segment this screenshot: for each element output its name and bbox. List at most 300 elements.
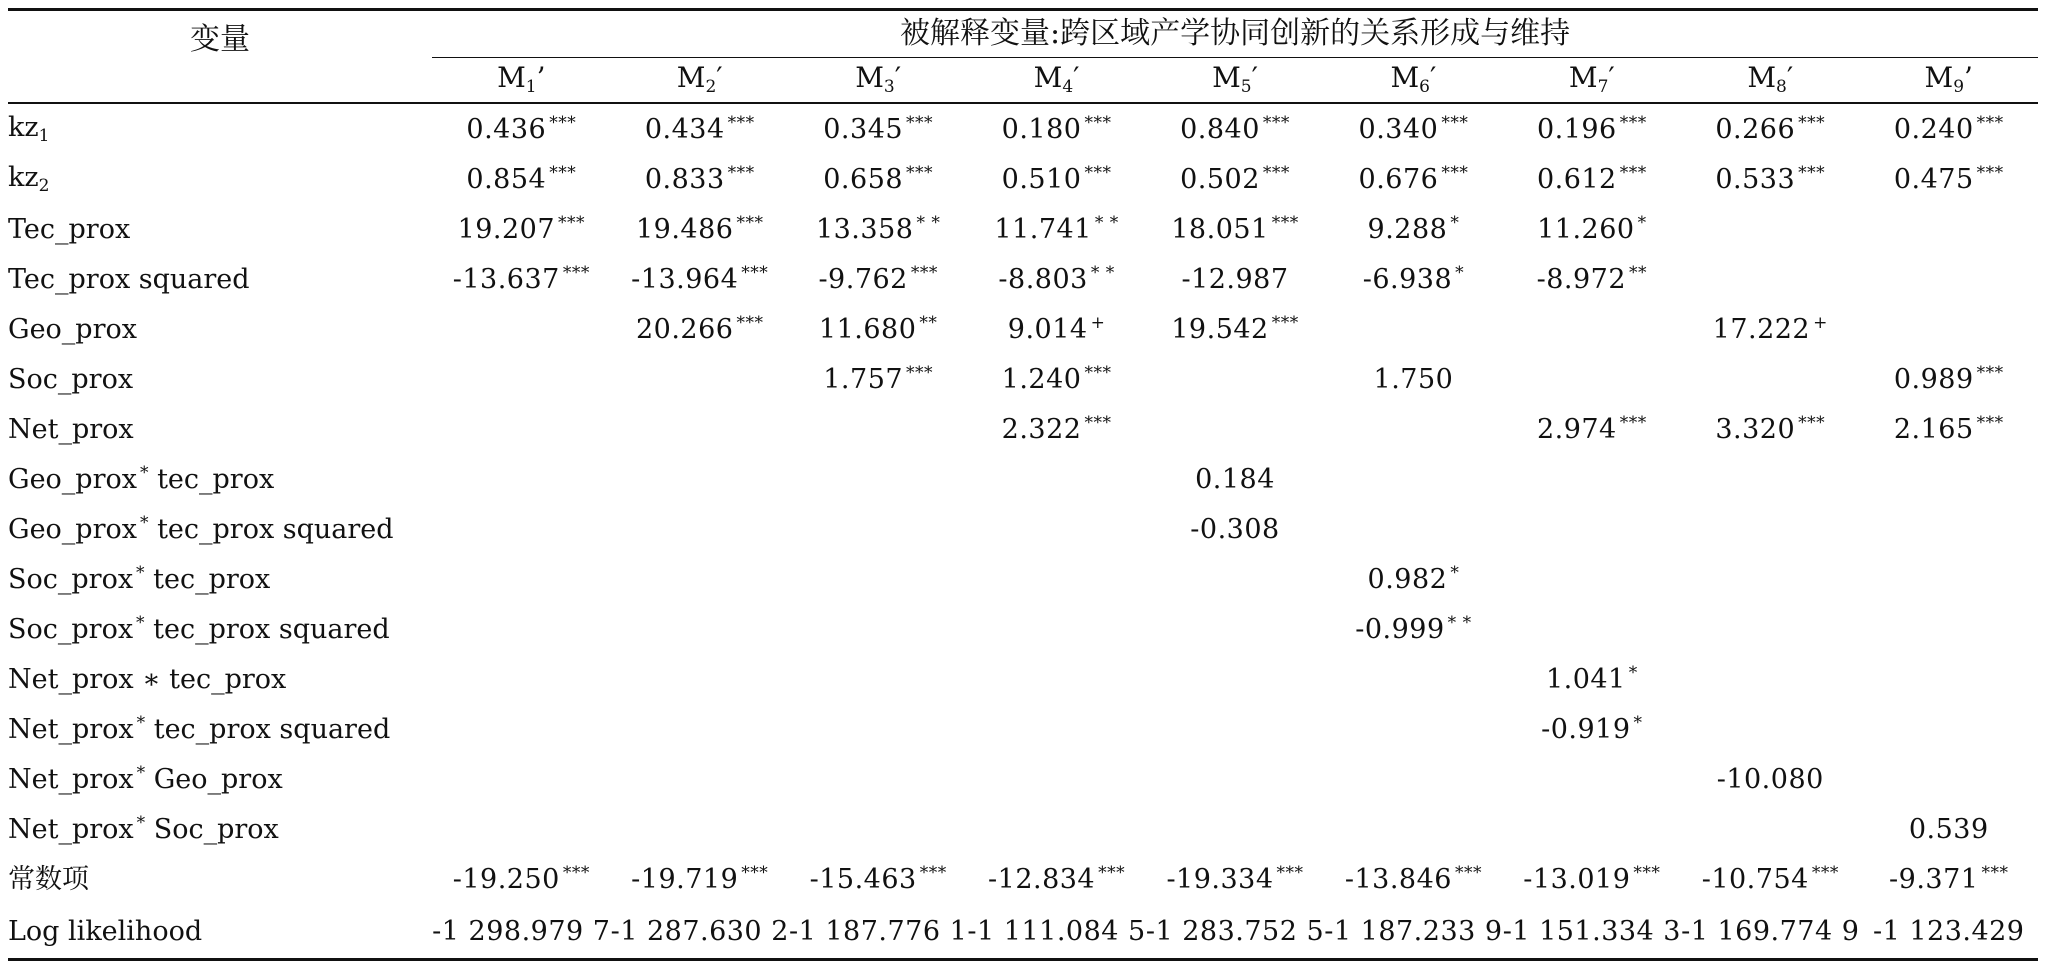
coef-value: -19.250 xyxy=(452,864,560,895)
coef-cell xyxy=(1146,204,1324,254)
coef-value: 0.539 xyxy=(1908,813,1989,845)
significance-mark: ** xyxy=(919,313,938,333)
significance-mark: *** xyxy=(562,863,590,883)
significance-mark: *** xyxy=(1084,113,1112,133)
coef-cell xyxy=(1859,204,2038,254)
coef-value: 0.533 xyxy=(1715,164,1796,195)
model-base: M xyxy=(855,61,884,94)
row-label-text: Tec_prox xyxy=(8,213,131,245)
model-prime-mark: ′ xyxy=(1608,61,1615,94)
coef-value: 0.658 xyxy=(823,164,904,195)
significance-mark: *** xyxy=(1454,863,1482,883)
row-label xyxy=(8,354,432,404)
coef-cell xyxy=(611,454,789,504)
coef-cell xyxy=(432,354,610,404)
model-prime-mark: ′ xyxy=(716,61,723,94)
row-label-tail: tec_prox squared xyxy=(148,514,394,545)
significance-mark: * xyxy=(1637,213,1647,233)
model-base: M xyxy=(1568,61,1598,94)
row-label xyxy=(8,404,432,454)
table-row xyxy=(8,804,2038,854)
coef-cell xyxy=(1324,904,1502,960)
model-base: M xyxy=(676,61,706,94)
coef-value: -1 151.334 3 xyxy=(1502,915,1681,947)
coef-value: 20.266 xyxy=(635,314,734,345)
model-prime-mark: ’ xyxy=(1964,61,1973,94)
significance-mark: *** xyxy=(1633,863,1661,883)
row-label xyxy=(8,654,432,704)
row-label-text: Soc_prox xyxy=(8,363,134,395)
coef-value: -13.846 xyxy=(1344,864,1452,895)
coef-cell xyxy=(1503,404,1681,454)
coef-cell xyxy=(967,904,1145,960)
model-base: M xyxy=(1212,61,1241,94)
model-prime-mark: ′ xyxy=(1073,61,1080,94)
coef-value: -1 111.084 5 xyxy=(967,915,1146,947)
coef-cell xyxy=(1859,904,2038,960)
coef-cell xyxy=(789,404,967,454)
significance-mark: *** xyxy=(1619,113,1647,133)
coef-cell xyxy=(1324,404,1502,454)
coef-value: 13.358 xyxy=(815,214,914,245)
coef-value: 0.434 xyxy=(644,114,725,145)
coef-cell xyxy=(1681,354,1859,404)
coef-value: -1 298.979 7 xyxy=(432,915,611,947)
coef-value: -9.762 xyxy=(818,264,908,295)
coef-cell xyxy=(789,254,967,304)
coef-cell xyxy=(967,604,1145,654)
model-prime-mark: ′ xyxy=(1429,61,1437,94)
coef-cell xyxy=(1146,454,1324,504)
row-label-text: Soc_prox xyxy=(8,614,134,645)
coef-value: -6.938 xyxy=(1362,264,1453,295)
coef-cell xyxy=(611,704,789,754)
coef-value: 0.854 xyxy=(466,164,547,195)
coef-cell xyxy=(611,654,789,704)
coef-cell xyxy=(1681,204,1859,254)
coef-cell xyxy=(432,304,610,354)
significance-mark: * xyxy=(1455,263,1465,283)
significance-mark: *** xyxy=(906,163,934,183)
coef-cell xyxy=(789,904,967,960)
coef-value: 17.222 xyxy=(1712,314,1811,345)
coef-cell xyxy=(611,354,789,404)
coef-cell xyxy=(1503,904,1681,960)
row-label-text: Geo_prox xyxy=(8,464,137,495)
coef-cell xyxy=(967,804,1145,854)
coef-cell xyxy=(1681,504,1859,554)
significance-mark: *** xyxy=(1098,863,1126,883)
coef-cell xyxy=(967,854,1145,904)
row-label-superscript: * xyxy=(139,513,149,533)
row-label-superscript: * xyxy=(136,713,146,733)
coef-cell xyxy=(789,604,967,654)
significance-mark: *** xyxy=(1271,313,1299,333)
coef-cell xyxy=(432,504,610,554)
coef-cell xyxy=(1324,654,1502,704)
row-label xyxy=(8,204,432,254)
coef-cell xyxy=(432,204,610,254)
model-subscript: 6 xyxy=(1419,77,1430,97)
model-prime-mark: ′ xyxy=(894,61,902,94)
coef-value: -0.308 xyxy=(1190,513,1280,545)
significance-mark: *** xyxy=(906,363,934,383)
significance-mark: *** xyxy=(1798,113,1826,133)
significance-mark: *** xyxy=(1262,163,1290,183)
coef-value: 0.180 xyxy=(1001,114,1082,145)
coef-cell xyxy=(789,103,967,154)
significance-mark: *** xyxy=(549,113,577,133)
row-label-text: Soc_prox xyxy=(8,564,134,595)
model-prime-mark: ’ xyxy=(536,61,546,94)
coef-cell xyxy=(1859,754,2038,804)
model-base: M xyxy=(497,61,526,94)
significance-mark: *** xyxy=(910,263,938,283)
coef-cell xyxy=(1681,804,1859,854)
row-label-tail: tec_prox squared xyxy=(145,714,391,745)
row-label xyxy=(8,804,432,854)
significance-mark: *** xyxy=(727,163,755,183)
row-label-text: Net_prox xyxy=(8,814,134,845)
coef-value: 0.502 xyxy=(1180,164,1260,195)
coef-cell xyxy=(432,254,610,304)
coef-value: -12.834 xyxy=(988,864,1096,895)
coef-cell xyxy=(1859,654,2038,704)
coef-cell xyxy=(1146,103,1324,154)
significance-mark: *** xyxy=(1084,163,1112,183)
row-label-tail: tec_prox xyxy=(148,464,275,495)
coef-cell xyxy=(1681,404,1859,454)
coef-cell xyxy=(432,154,610,204)
coef-value: 0.475 xyxy=(1893,164,1974,195)
significance-mark: *** xyxy=(1619,163,1647,183)
row-label xyxy=(8,454,432,504)
table-row xyxy=(8,754,2038,804)
row-label-text: Geo_prox xyxy=(8,514,137,545)
coef-cell xyxy=(611,554,789,604)
coef-value: 1.041 xyxy=(1545,664,1626,695)
coef-cell xyxy=(1859,854,2038,904)
model-base: M xyxy=(1390,61,1420,94)
row-label-text: Net_prox ∗ tec_prox xyxy=(8,663,287,695)
coef-cell xyxy=(1324,504,1502,554)
coef-cell xyxy=(432,404,610,454)
significance-mark: *** xyxy=(1441,163,1469,183)
coef-value: -1 283.752 5 xyxy=(1145,915,1325,947)
model-subscript: 7 xyxy=(1597,77,1609,97)
model-header-9 xyxy=(1859,58,2038,104)
coef-cell xyxy=(789,554,967,604)
model-subscript: 2 xyxy=(705,77,717,97)
coef-cell xyxy=(432,854,610,904)
coef-cell xyxy=(1681,304,1859,354)
coef-cell xyxy=(611,504,789,554)
model-header-4 xyxy=(967,58,1145,104)
coef-cell xyxy=(611,854,789,904)
row-label xyxy=(8,304,432,354)
coef-value: 0.436 xyxy=(466,114,547,145)
coef-value: -8.972 xyxy=(1536,264,1627,295)
table-row xyxy=(8,454,2038,504)
coef-value: 19.486 xyxy=(635,214,734,245)
coef-value: 0.840 xyxy=(1180,114,1260,145)
coef-value: 11.680 xyxy=(818,314,917,345)
coef-value: 0.989 xyxy=(1893,364,1974,395)
model-header-6 xyxy=(1324,58,1502,104)
dependent-variable-header: 被解释变量:跨区域产学协同创新的关系形成与维持 xyxy=(432,10,2038,58)
row-label xyxy=(8,103,432,154)
coef-cell xyxy=(611,204,789,254)
coef-cell xyxy=(1503,604,1681,654)
coef-value: 2.165 xyxy=(1893,414,1974,445)
coef-value: -1 123.429 xyxy=(1872,915,2025,947)
coef-cell xyxy=(1146,904,1324,960)
coef-value: 0.266 xyxy=(1715,114,1796,145)
coef-cell xyxy=(611,604,789,654)
coef-value: -13.019 xyxy=(1523,864,1631,895)
model-header-2 xyxy=(611,58,789,104)
coef-cell xyxy=(1503,154,1681,204)
coef-value: 0.676 xyxy=(1358,164,1439,195)
coef-value: 11.741 xyxy=(994,214,1092,245)
coef-cell xyxy=(1859,454,2038,504)
row-label-text: Tec_prox squared xyxy=(8,263,250,295)
row-label xyxy=(8,604,432,654)
row-label-superscript: * xyxy=(136,813,146,833)
coef-cell xyxy=(432,804,610,854)
coef-value: 18.051 xyxy=(1171,214,1269,245)
model-header-7 xyxy=(1503,58,1681,104)
coef-cell xyxy=(1681,854,1859,904)
coef-value: 1.757 xyxy=(823,364,904,395)
coef-cell xyxy=(432,454,610,504)
table-row xyxy=(8,254,2038,304)
significance-mark: *** xyxy=(1271,213,1299,233)
coef-value: 19.207 xyxy=(457,214,556,245)
row-label-superscript: * xyxy=(136,563,145,583)
significance-mark: * xyxy=(1450,213,1460,233)
coef-cell xyxy=(789,704,967,754)
coef-cell xyxy=(1146,504,1324,554)
coef-cell xyxy=(432,654,610,704)
coef-cell xyxy=(967,404,1145,454)
coef-cell xyxy=(1146,254,1324,304)
row-label-subscript: 1 xyxy=(38,125,50,146)
coef-cell xyxy=(1146,854,1324,904)
row-label-tail: tec_prox xyxy=(144,564,271,595)
coef-cell xyxy=(967,204,1145,254)
significance-mark: * xyxy=(1450,563,1460,583)
coef-value: 9.288 xyxy=(1367,214,1448,245)
table-row xyxy=(8,604,2038,654)
coef-cell xyxy=(1146,804,1324,854)
significance-mark: *** xyxy=(1811,863,1839,883)
model-prime-mark: ′ xyxy=(1786,61,1794,94)
coef-cell xyxy=(1503,454,1681,504)
model-subscript: 3 xyxy=(883,77,895,97)
coef-cell xyxy=(789,854,967,904)
significance-mark: * * xyxy=(916,213,941,233)
coef-value: -12.987 xyxy=(1181,263,1289,295)
coef-cell xyxy=(1681,454,1859,504)
significance-mark: *** xyxy=(906,113,934,133)
coef-cell xyxy=(789,154,967,204)
significance-mark: *** xyxy=(1976,163,2004,183)
row-label-text: Net_prox xyxy=(8,714,134,745)
significance-mark: *** xyxy=(558,213,586,233)
coef-value: 0.196 xyxy=(1536,114,1617,145)
coef-value: -0.919 xyxy=(1541,714,1631,745)
significance-mark: *** xyxy=(741,863,769,883)
row-label-superscript: * xyxy=(139,463,149,483)
table-row xyxy=(8,504,2038,554)
coef-cell xyxy=(1324,354,1502,404)
table-row xyxy=(8,554,2038,604)
coef-cell xyxy=(1859,604,2038,654)
table-row xyxy=(8,854,2038,904)
table-row xyxy=(8,354,2038,404)
coef-value: -13.637 xyxy=(452,264,560,295)
coef-cell xyxy=(1146,604,1324,654)
coef-value: 19.542 xyxy=(1171,314,1269,345)
table-row xyxy=(8,904,2038,960)
model-header-1 xyxy=(432,58,610,104)
table-row xyxy=(8,154,2038,204)
coef-cell xyxy=(1324,704,1502,754)
coef-cell xyxy=(611,804,789,854)
significance-mark: *** xyxy=(919,863,947,883)
coef-cell xyxy=(611,254,789,304)
coef-cell xyxy=(432,754,610,804)
coef-cell xyxy=(1324,154,1502,204)
coef-cell xyxy=(1859,554,2038,604)
significance-mark: *** xyxy=(1619,413,1647,433)
significance-mark: * xyxy=(1628,663,1638,683)
coef-cell xyxy=(1503,654,1681,704)
row-label-text: Log likelihood xyxy=(8,915,203,947)
row-label xyxy=(8,254,432,304)
coef-cell xyxy=(611,154,789,204)
coef-cell xyxy=(967,654,1145,704)
coef-cell xyxy=(1681,554,1859,604)
coef-cell xyxy=(1681,103,1859,154)
coef-cell xyxy=(789,304,967,354)
coef-cell xyxy=(1503,354,1681,404)
coef-cell xyxy=(1859,804,2038,854)
coef-value: 0.240 xyxy=(1893,114,1974,145)
coef-cell xyxy=(1503,754,1681,804)
row-label-superscript: * xyxy=(136,763,146,783)
significance-mark: *** xyxy=(1084,413,1112,433)
coef-value: -15.463 xyxy=(809,864,917,895)
coef-cell xyxy=(1503,504,1681,554)
coef-value: 11.260 xyxy=(1537,214,1635,245)
significance-mark: *** xyxy=(549,163,577,183)
coef-value: 0.833 xyxy=(644,164,725,195)
row-label-text: Geo_prox xyxy=(8,313,137,345)
coef-cell xyxy=(1503,854,1681,904)
model-subscript: 4 xyxy=(1062,77,1074,97)
significance-mark: *** xyxy=(1441,113,1469,133)
coef-cell xyxy=(1503,704,1681,754)
coef-value: -10.080 xyxy=(1716,763,1824,795)
coef-value: -1 187.233 9 xyxy=(1324,915,1503,947)
coef-value: -8.803 xyxy=(998,264,1088,295)
coef-cell xyxy=(1146,304,1324,354)
row-label-text: kz xyxy=(8,161,39,193)
coef-cell xyxy=(967,304,1145,354)
row-label-text: Net_prox xyxy=(8,413,134,445)
coef-value: 0.345 xyxy=(823,114,904,145)
table-row xyxy=(8,204,2038,254)
coef-cell xyxy=(1503,254,1681,304)
coef-cell xyxy=(967,154,1145,204)
coef-cell xyxy=(1503,554,1681,604)
coef-cell xyxy=(1324,304,1502,354)
model-base: M xyxy=(1747,61,1776,94)
row-label xyxy=(8,704,432,754)
coef-cell xyxy=(1146,354,1324,404)
coef-cell xyxy=(1859,404,2038,454)
coef-value: -1 169.774 9 xyxy=(1681,915,1860,947)
coef-value: -1 287.630 2 xyxy=(610,915,789,947)
coef-cell xyxy=(432,604,610,654)
significance-mark: ** xyxy=(1629,263,1648,283)
coef-cell xyxy=(611,304,789,354)
coef-cell xyxy=(611,904,789,960)
coef-cell xyxy=(1324,604,1502,654)
coef-value: -13.964 xyxy=(631,264,739,295)
row-label-text: Net_prox xyxy=(8,764,134,795)
coef-cell xyxy=(432,554,610,604)
coef-value: 0.982 xyxy=(1367,564,1448,595)
coef-cell xyxy=(1859,704,2038,754)
coef-cell xyxy=(1681,754,1859,804)
coef-cell xyxy=(1146,554,1324,604)
coef-cell xyxy=(967,254,1145,304)
row-label-subscript: 2 xyxy=(38,175,50,196)
row-label-tail: Soc_prox xyxy=(145,814,279,845)
table-row xyxy=(8,654,2038,704)
coef-cell xyxy=(611,404,789,454)
coef-cell xyxy=(1324,754,1502,804)
coef-cell xyxy=(789,754,967,804)
header-row-dependent xyxy=(8,10,2038,58)
coef-cell xyxy=(967,554,1145,604)
row-label-tail: tec_prox squared xyxy=(144,614,390,645)
regression-results-table xyxy=(8,8,2038,961)
table-row xyxy=(8,704,2038,754)
coef-cell xyxy=(1859,103,2038,154)
coef-cell xyxy=(1324,854,1502,904)
row-label xyxy=(8,754,432,804)
row-label-tail: Geo_prox xyxy=(145,764,283,795)
coef-cell xyxy=(611,103,789,154)
significance-mark: * xyxy=(1633,713,1643,733)
coef-cell xyxy=(611,754,789,804)
model-subscript: 9 xyxy=(1953,77,1965,97)
coef-cell xyxy=(432,704,610,754)
coef-value: 0.510 xyxy=(1001,164,1082,195)
model-prime-mark: ′ xyxy=(1251,61,1258,94)
coef-cell xyxy=(789,504,967,554)
coef-value: -1 187.776 1 xyxy=(789,915,968,947)
model-subscript: 5 xyxy=(1240,77,1252,97)
significance-mark: + xyxy=(1090,313,1106,333)
coef-cell xyxy=(1503,103,1681,154)
coef-cell xyxy=(1681,154,1859,204)
row-label-superscript: * xyxy=(136,613,145,633)
